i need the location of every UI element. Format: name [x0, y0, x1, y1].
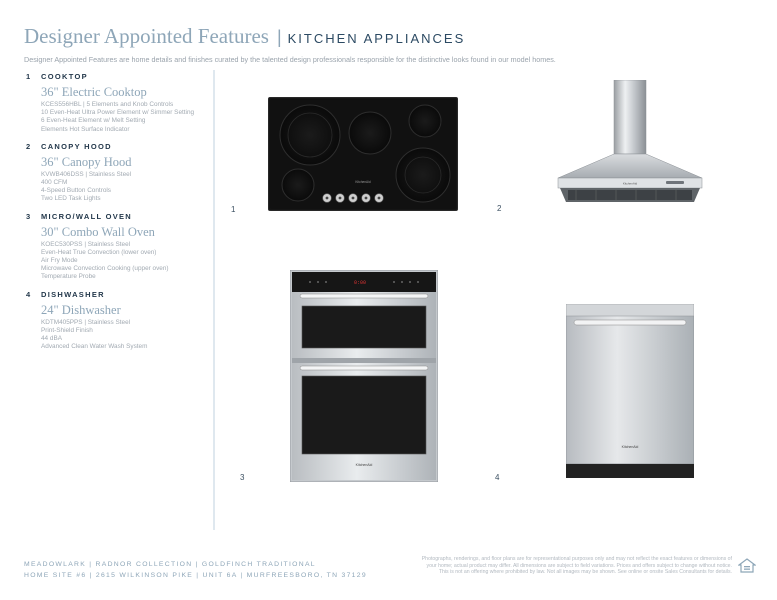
hood-brand: KitchenAid [622, 181, 638, 186]
image-number-3: 3 [240, 473, 245, 482]
footer-disclaimer [380, 556, 732, 576]
footer-line-1: MEADOWLARK | RADNOR COLLECTION | GOLDFINCH TRADITIONAL [24, 561, 316, 568]
section-category: COOKTOP [41, 72, 88, 81]
spec-line: Two LED Task Lights [41, 195, 101, 203]
spec-line: Temperature Probe [41, 273, 96, 281]
spec-line: 6 Even-Heat Element w/ Melt Setting [41, 117, 146, 125]
spec-line: KOEC530PSS | Stainless Steel [41, 240, 131, 248]
product-name: 36" Electric Cooktop [41, 85, 147, 99]
section-category: DISHWASHER [41, 289, 105, 299]
spec-line: Print-Shield Finish [41, 326, 93, 334]
vertical-divider [213, 70, 215, 530]
product-specs [41, 171, 206, 204]
section-category: MICRO/WALL OVEN [41, 211, 133, 221]
cooktop-brand: KitchenAid [355, 180, 371, 184]
cooktop-image [268, 97, 458, 211]
page-subtitle: KITCHEN APPLIANCES [287, 31, 466, 46]
canopy-hood-image [556, 80, 704, 204]
disclaimer-line: Photographs, renderings, and floor plans are for representational purposes only and may not reflect the exact features or dimensions of [421, 556, 732, 562]
title-row [24, 24, 764, 49]
product-specs [41, 101, 206, 134]
oven-brand: KitchenAid [355, 463, 373, 467]
section-heading [26, 72, 206, 81]
section-number: 3 [26, 211, 32, 221]
product-specs [41, 241, 206, 282]
wall-oven-image [290, 270, 438, 482]
spec-line: KDTM405PPS | Stainless Steel [41, 318, 131, 326]
spec-line: 400 CFM [41, 179, 68, 187]
feature-section-oven [26, 212, 206, 282]
footer-address [24, 559, 367, 581]
spec-line: Air Fry Mode [41, 257, 78, 265]
feature-list [26, 72, 206, 359]
image-number-4: 4 [495, 473, 500, 482]
product-specs [41, 319, 206, 352]
disclaimer-line: This is not an offering where prohibited by law. Not all images may be shown. See online or onsite Sales Consultants for details. [438, 569, 732, 576]
feature-section-cooktop [26, 72, 206, 134]
product-name: 30" Combo Wall Oven [41, 224, 155, 239]
section-number: 4 [26, 289, 32, 299]
spec-line: 10 Even-Heat Ultra Power Element w/ Simmer Setting [41, 109, 195, 117]
page-header [24, 24, 764, 64]
section-number: 1 [26, 72, 32, 81]
section-category: CANOPY HOOD [41, 141, 112, 151]
product-name: 36" Canopy Hood [41, 154, 132, 169]
section-heading [26, 142, 206, 151]
title-separator: | [276, 27, 282, 47]
section-heading [26, 290, 206, 299]
spec-line: Even-Heat True Convection (lower oven) [41, 248, 157, 256]
disclaimer-line: your home; actual product may differ. All dimensions are subject to field variations. Prices and offers subject to change without notice. [426, 562, 732, 569]
intro-text: Designer Appointed Features are home details and finishes curated by the talented design professionals responsible for the distinctive looks found in our model homes. [24, 55, 556, 64]
equal-housing-opportunity-icon [738, 558, 756, 574]
image-number-1: 1 [231, 205, 236, 214]
image-number-2: 2 [497, 204, 502, 213]
spec-line: KVWB406DSS | Stainless Steel [41, 170, 132, 178]
dishwasher-image [566, 304, 694, 478]
spec-line: Elements Hot Surface Indicator [41, 125, 130, 133]
section-number: 2 [26, 141, 32, 151]
feature-section-hood [26, 142, 206, 204]
feature-section-dishwasher [26, 290, 206, 352]
spec-line: KCES556HBL | 5 Elements and Knob Controls [41, 101, 174, 108]
footer-line-2: HOME SITE #6 | 2615 WILKINSON PIKE | UNIT 6A | MURFREESBORO, TN 37129 [24, 572, 367, 579]
spec-line: 44 dBA [41, 335, 62, 343]
spec-line: Microwave Convection Cooking (upper oven) [41, 265, 169, 273]
product-name: 24" Dishwasher [41, 302, 121, 317]
dishwasher-brand: KitchenAid [621, 445, 639, 449]
spec-line: Advanced Clean Water Wash System [41, 343, 148, 351]
section-heading [26, 212, 206, 221]
oven-display: 0:00 [353, 280, 367, 286]
spec-line: 4-Speed Button Controls [41, 187, 111, 195]
page-title: Designer Appointed Features [24, 24, 269, 48]
